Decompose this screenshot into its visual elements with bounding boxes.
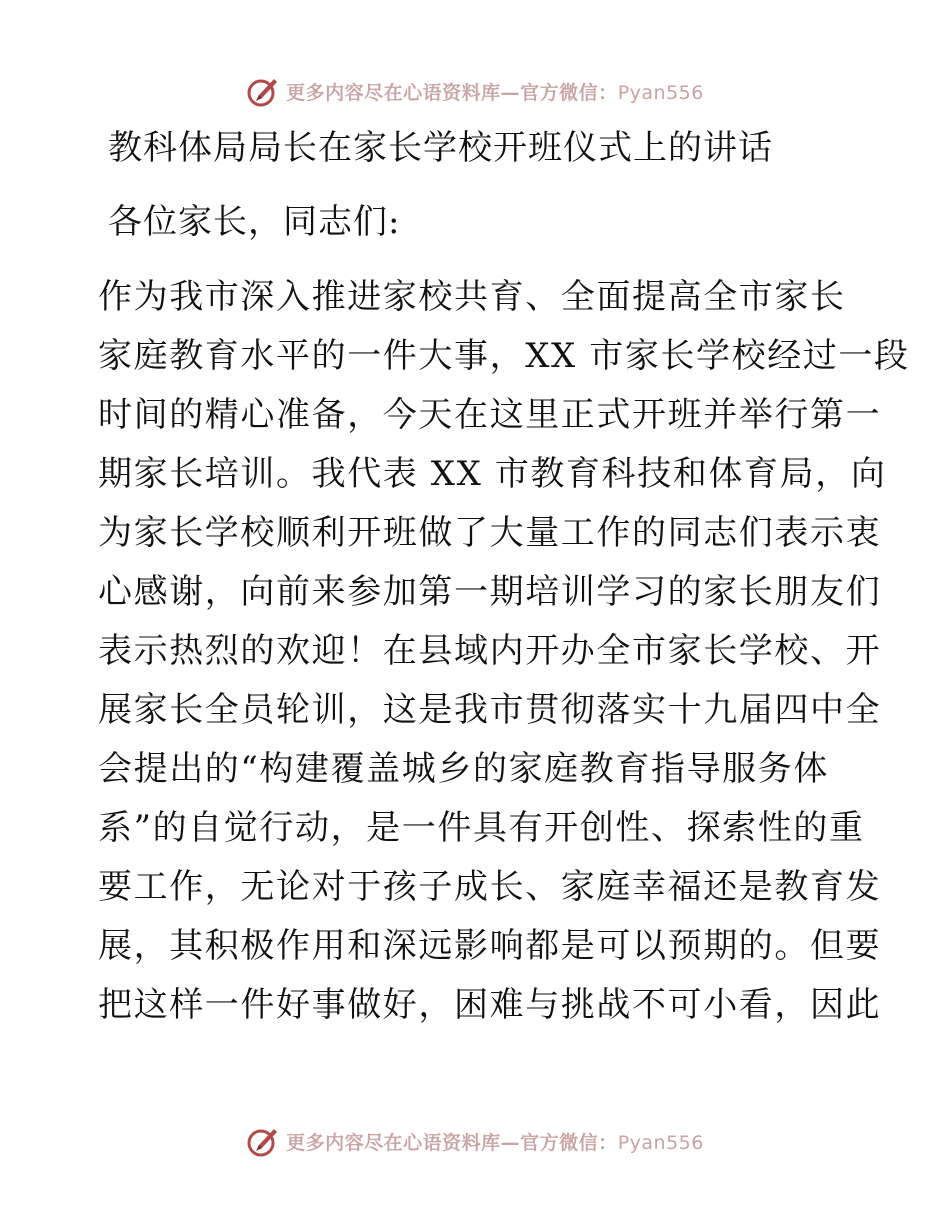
watermark-wechat-id: Pyan556 — [617, 81, 704, 104]
watermark-site: 更多内容尽在心语资料库 — [286, 1131, 501, 1154]
document-title: 教科体局局长在家长学校开班仪式上的讲话 — [108, 128, 773, 168]
watermark-text — [286, 1128, 704, 1155]
body-line: 心感谢，向前来参加第一期培训学习的家长朋友们 — [98, 572, 882, 612]
body-line: 为家长学校顺利开班做了大量工作的同志们表示衷 — [98, 513, 882, 553]
body-line: 时间的精心准备，今天在这里正式开班并举行第一 — [98, 395, 882, 435]
watermark-site: 更多内容尽在心语资料库 — [286, 81, 501, 104]
body-line: 展家长全员轮训，这是我市贯彻落实十九届四中全 — [98, 690, 882, 730]
body-line: 展，其积极作用和深远影响都是可以预期的。但要 — [98, 926, 882, 966]
body-line: 期家长培训。我代表 XX 市教育科技和体育局，向 — [98, 454, 887, 494]
watermark-wechat-id: Pyan556 — [617, 1131, 704, 1154]
salutation: 各位家长，同志们: — [108, 202, 401, 242]
watermark-wechat-label: 官方微信： — [520, 1131, 618, 1154]
header-watermark — [0, 71, 950, 111]
watermark-separator: — — [500, 1131, 521, 1154]
footer-watermark — [0, 1121, 950, 1161]
watermark-text — [286, 78, 704, 105]
watermark-separator: — — [500, 81, 521, 104]
body-line: 要工作，无论对于孩子成长、家庭幸福还是教育发 — [98, 867, 882, 907]
body-line: 会提出的“构建覆盖城乡的家庭教育指导服务体 — [98, 749, 829, 789]
body-line: 系”的自觉行动，是一件具有开创性、探索性的重 — [98, 808, 865, 848]
body-paragraph — [98, 268, 910, 1035]
body-line: 作为我市深入推进家校共育、全面提高全市家长 — [98, 277, 846, 317]
watermark-wechat-label: 官方微信： — [520, 81, 618, 104]
quill-logo-icon — [246, 74, 280, 108]
body-line: 家庭教育水平的一件大事，XX 市家长学校经过一段 — [98, 336, 910, 376]
body-line: 表示热烈的欢迎！在县域内开办全市家长学校、开 — [98, 631, 882, 671]
body-line: 把这样一件好事做好，困难与挑战不可小看，因此 — [98, 985, 882, 1025]
quill-logo-icon — [246, 1124, 280, 1158]
